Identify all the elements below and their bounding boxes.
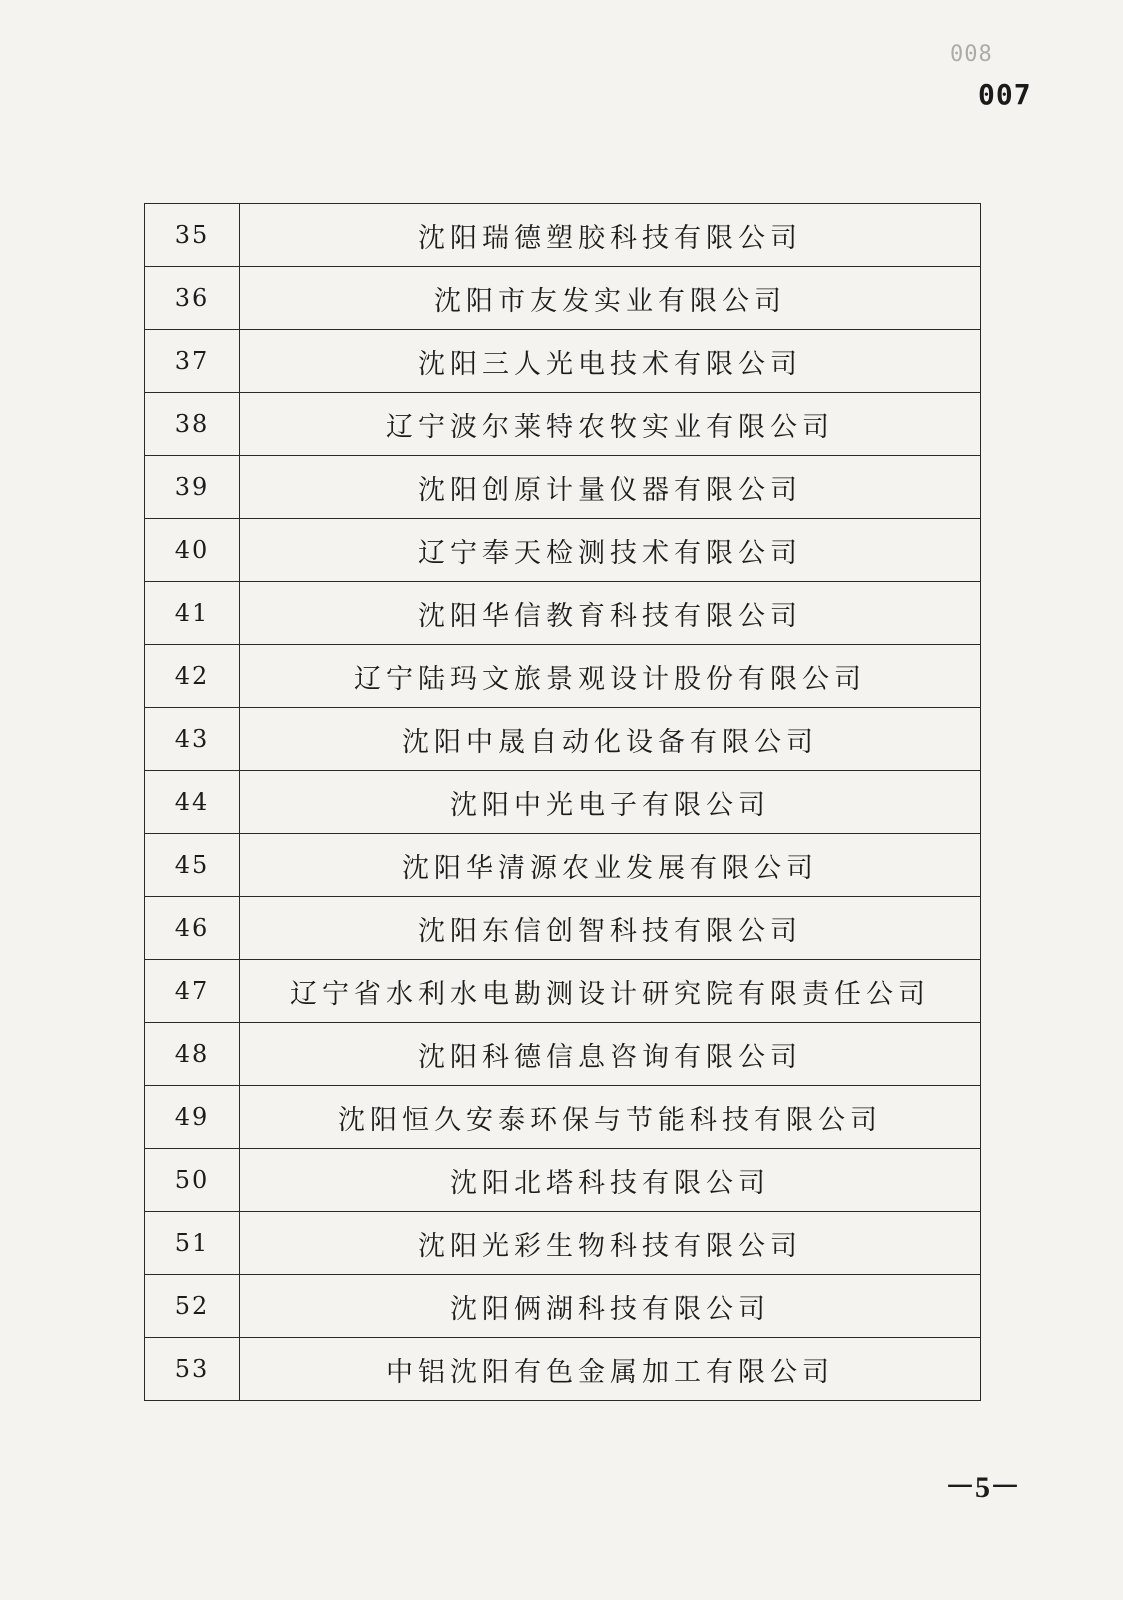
- row-number: 39: [145, 456, 240, 519]
- row-number: 46: [145, 897, 240, 960]
- table-row: [145, 393, 981, 456]
- table-row: [145, 708, 981, 771]
- company-name: 辽宁陆玛文旅景观设计股份有限公司: [240, 645, 981, 708]
- company-name: 中铝沈阳有色金属加工有限公司: [240, 1338, 981, 1401]
- row-number: 51: [145, 1212, 240, 1275]
- company-name: 沈阳光彩生物科技有限公司: [240, 1212, 981, 1275]
- row-number: 48: [145, 1023, 240, 1086]
- table-row: [145, 771, 981, 834]
- company-name: 沈阳东信创智科技有限公司: [240, 897, 981, 960]
- company-name: 沈阳北塔科技有限公司: [240, 1149, 981, 1212]
- table-row: [145, 645, 981, 708]
- table-row: [145, 582, 981, 645]
- table-row: [145, 897, 981, 960]
- company-list-table: [144, 203, 981, 1401]
- company-name: 沈阳科德信息咨询有限公司: [240, 1023, 981, 1086]
- company-name: 沈阳三人光电技术有限公司: [240, 330, 981, 393]
- table-row: [145, 1212, 981, 1275]
- table-row: [145, 330, 981, 393]
- company-name: 沈阳市友发实业有限公司: [240, 267, 981, 330]
- table-row: [145, 204, 981, 267]
- company-name: 沈阳华清源农业发展有限公司: [240, 834, 981, 897]
- row-number: 49: [145, 1086, 240, 1149]
- company-name: 沈阳恒久安泰环保与节能科技有限公司: [240, 1086, 981, 1149]
- row-number: 47: [145, 960, 240, 1023]
- row-number: 42: [145, 645, 240, 708]
- company-list-body: [145, 204, 981, 1401]
- page-number: －5－: [945, 1471, 1020, 1504]
- row-number: 36: [145, 267, 240, 330]
- table-row: [145, 1023, 981, 1086]
- row-number: 43: [145, 708, 240, 771]
- company-name: 沈阳创原计量仪器有限公司: [240, 456, 981, 519]
- row-number: 41: [145, 582, 240, 645]
- stamp-faded-number: 008: [950, 42, 993, 67]
- table-row: [145, 1086, 981, 1149]
- company-name: 沈阳俩湖科技有限公司: [240, 1275, 981, 1338]
- row-number: 52: [145, 1275, 240, 1338]
- company-name: 沈阳瑞德塑胶科技有限公司: [240, 204, 981, 267]
- stamp-page-number: 007: [978, 78, 1032, 111]
- table-row: [145, 519, 981, 582]
- table-row: [145, 267, 981, 330]
- table-row: [145, 1149, 981, 1212]
- row-number: 37: [145, 330, 240, 393]
- row-number: 38: [145, 393, 240, 456]
- company-name: 辽宁奉天检测技术有限公司: [240, 519, 981, 582]
- company-name: 沈阳中晟自动化设备有限公司: [240, 708, 981, 771]
- table-row: [145, 834, 981, 897]
- company-name: 辽宁波尔莱特农牧实业有限公司: [240, 393, 981, 456]
- row-number: 53: [145, 1338, 240, 1401]
- table-row: [145, 960, 981, 1023]
- company-name: 沈阳华信教育科技有限公司: [240, 582, 981, 645]
- company-name: 沈阳中光电子有限公司: [240, 771, 981, 834]
- row-number: 44: [145, 771, 240, 834]
- row-number: 40: [145, 519, 240, 582]
- row-number: 45: [145, 834, 240, 897]
- company-name: 辽宁省水利水电勘测设计研究院有限责任公司: [240, 960, 981, 1023]
- table-row: [145, 1275, 981, 1338]
- row-number: 50: [145, 1149, 240, 1212]
- row-number: 35: [145, 204, 240, 267]
- table-row: [145, 456, 981, 519]
- table-row: [145, 1338, 981, 1401]
